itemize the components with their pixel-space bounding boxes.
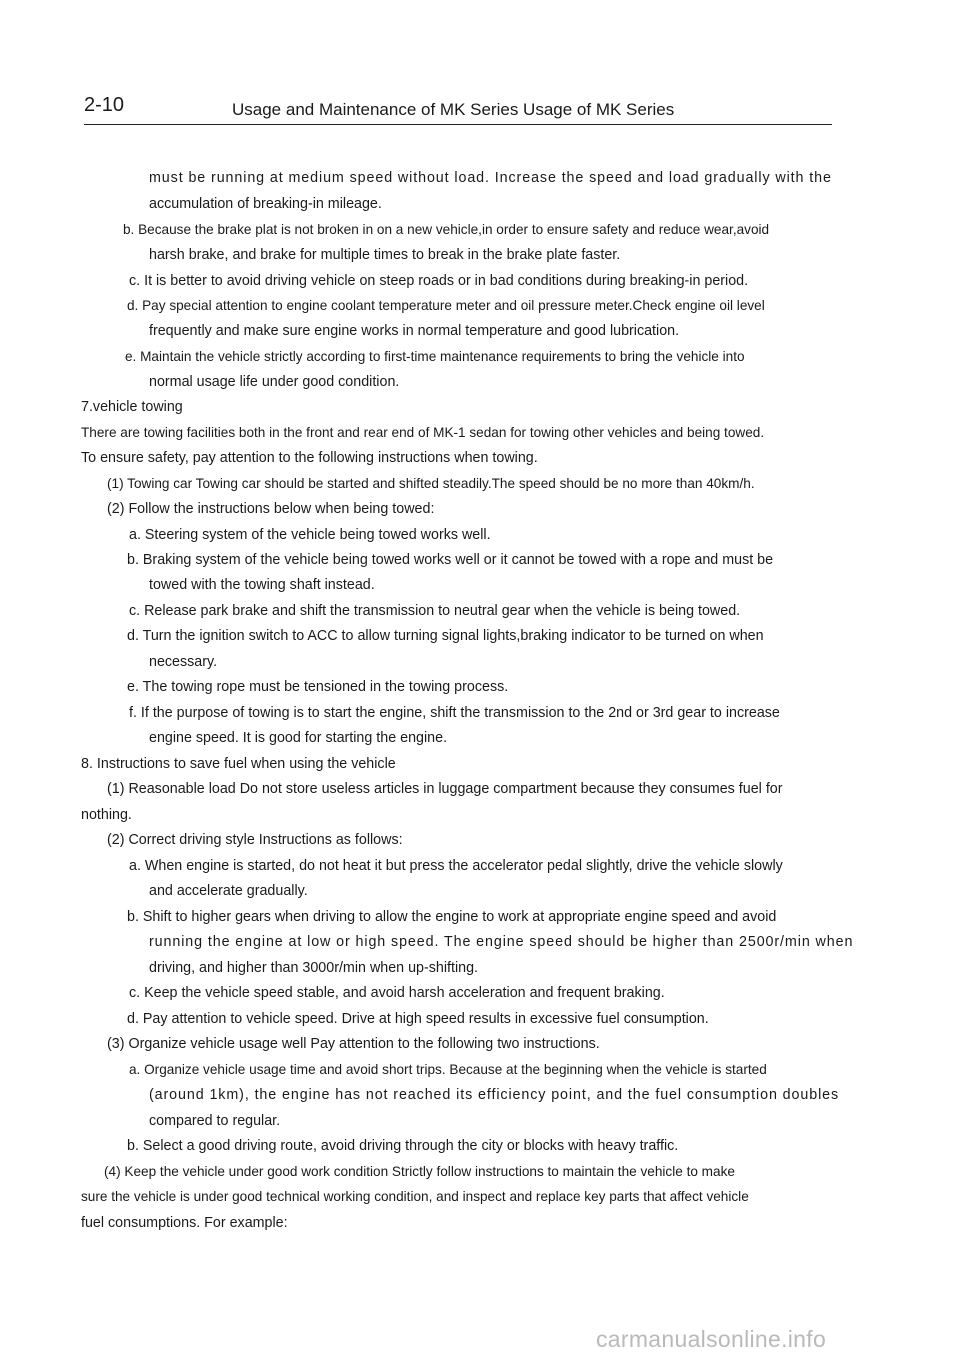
text-line: towed with the towing shaft instead.	[149, 577, 375, 593]
text-line: (1) Towing car Towing car should be started and shifted steadily.The speed should be no more than 40km/h.	[107, 476, 755, 491]
text-line: (2) Correct driving style Instructions as follows:	[107, 832, 403, 848]
text-line: a. Steering system of the vehicle being towed works well.	[129, 527, 491, 543]
text-line: frequently and make sure engine works in normal temperature and good lubrication.	[149, 323, 680, 339]
text-line: To ensure safety, pay attention to the following instructions when towing.	[81, 450, 538, 466]
page-title: Usage and Maintenance of MK Series Usage of MK Series	[232, 100, 675, 119]
text-line: b. Select a good driving route, avoid driving through the city or blocks with heavy traffic.	[127, 1138, 679, 1154]
text-line: normal usage life under good condition.	[149, 374, 400, 390]
text-line: b. Shift to higher gears when driving to allow the engine to work at appropriate engine speed and avoid	[127, 909, 777, 925]
text-line: (2) Follow the instructions below when being towed:	[107, 501, 435, 517]
text-line: e. The towing rope must be tensioned in the towing process.	[127, 679, 509, 695]
text-line: nothing.	[81, 807, 132, 823]
text-line: (around 1km), the engine has not reached its efficiency point, and the fuel consumption doubles	[149, 1087, 840, 1103]
text-line: b. Braking system of the vehicle being towed works well or it cannot be towed with a rope and must be	[127, 552, 774, 568]
header-divider	[84, 124, 832, 125]
watermark: carmanualsonline.info	[596, 1326, 827, 1352]
text-line: (1) Reasonable load Do not store useless articles in luggage compartment because they consumes fuel for	[107, 781, 783, 797]
text-line: b. Because the brake plat is not broken in on a new vehicle,in order to ensure safety and reduce wear,avoid	[123, 222, 770, 237]
text-line: d. Pay special attention to engine coolant temperature meter and oil pressure meter.Check engine oil level	[127, 298, 765, 313]
text-line: e. Maintain the vehicle strictly according to first-time maintenance requirements to bring the vehicle into	[125, 349, 745, 364]
text-line: There are towing facilities both in the front and rear end of MK-1 sedan for towing other vehicles and being towed.	[81, 425, 765, 440]
text-line: running the engine at low or high speed. The engine speed should be higher than 2500r/min when	[149, 934, 854, 950]
text-line: must be running at medium speed without load. Increase the speed and load gradually with the	[149, 170, 832, 186]
text-line: (3) Organize vehicle usage well Pay attention to the following two instructions.	[107, 1036, 600, 1052]
text-line: a. Organize vehicle usage time and avoid short trips. Because at the beginning when the vehicle is started	[129, 1062, 767, 1077]
text-line: d. Pay attention to vehicle speed. Drive at high speed results in excessive fuel consumption.	[127, 1011, 709, 1027]
page-number: 2-10	[84, 94, 125, 116]
text-line: and accelerate gradually.	[149, 883, 308, 899]
text-line: accumulation of breaking-in mileage.	[149, 196, 382, 212]
text-line: c. It is better to avoid driving vehicle on steep roads or in bad conditions during breaking-in period.	[129, 273, 749, 289]
section-heading: 7.vehicle towing	[81, 399, 183, 415]
text-line: engine speed. It is good for starting the engine.	[149, 730, 448, 746]
text-line: driving, and higher than 3000r/min when up-shifting.	[149, 960, 479, 976]
text-line: c. Keep the vehicle speed stable, and avoid harsh acceleration and frequent braking.	[129, 985, 665, 1001]
text-line: sure the vehicle is under good technical working condition, and inspect and replace key parts that affect vehicle	[81, 1189, 749, 1204]
text-line: f. If the purpose of towing is to start the engine, shift the transmission to the 2nd or 3rd gear to increase	[129, 705, 780, 721]
text-line: fuel consumptions. For example:	[81, 1215, 288, 1231]
text-line: compared to regular.	[149, 1113, 281, 1129]
text-line: (4) Keep the vehicle under good work condition Strictly follow instructions to maintain the vehicle to make	[104, 1164, 735, 1179]
text-line: harsh brake, and brake for multiple times to break in the brake plate faster.	[149, 247, 621, 263]
text-line: necessary.	[149, 654, 218, 670]
text-line: a. When engine is started, do not heat it but press the accelerator pedal slightly, drive the vehicle slowly	[129, 858, 783, 874]
text-line: d. Turn the ignition switch to ACC to allow turning signal lights,braking indicator to be turned on when	[127, 628, 764, 644]
text-line: c. Release park brake and shift the transmission to neutral gear when the vehicle is being towed.	[129, 603, 741, 619]
section-heading: 8. Instructions to save fuel when using the vehicle	[81, 756, 396, 772]
